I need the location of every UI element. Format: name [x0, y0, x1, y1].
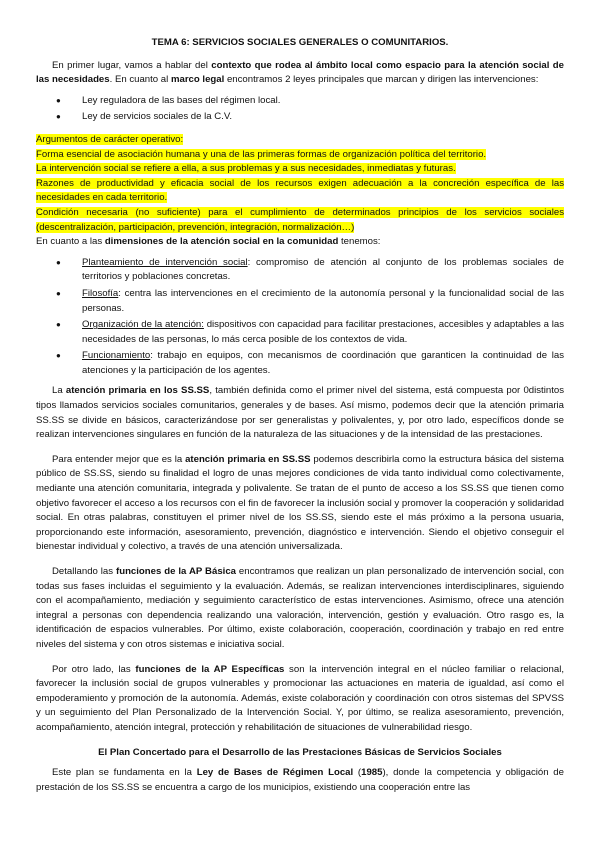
- highlight-line: La intervención social se refiere a ella, a sus problemas y a sus necesidades, inmediatas y futuras.: [36, 163, 456, 175]
- bold-run: marco legal: [170, 74, 225, 86]
- paragraph-plan-concertado: [36, 766, 564, 795]
- text-run: encontramos 2 leyes principales que marcan y dirigen las intervenciones:: [224, 74, 539, 86]
- text-run: Este plan se fundamenta en la: [52, 767, 197, 779]
- dimensions-intro: [36, 235, 564, 250]
- list-item: [82, 318, 564, 347]
- highlight-line: Condición necesaria (no suficiente) para el cumplimiento de determinados principios de los servicios sociales (descentralización, participación, prevención, integración, normalización…): [36, 206, 564, 233]
- text-run: podemos describirla como la estructura básica del sistema público de SS.SS, siendo su finalidad el logro de unas mejores condiciones de vida tanto individual como colectivamente, mediante una atención comunitaria, integrada y polivalente. Se tratan de el punto de acceso a los SS.SS que tienen como objetivo favorecer el acceso a los recursos con el fin de favorecer la inclusión social y promover la cooperación y solidaridad social. En otras palabras, constituyen el primer nivel de los SS.SS, siendo este el más próximo a la persona usuaria, proporcionando este información, asesoramiento, prevención, diagnóstico e intervención. Siendo el objetivo conseguir el bienestar individual y colectivo, a través de una atención universalizada.: [36, 453, 564, 553]
- underlined-term: Filosofía: [82, 287, 119, 299]
- text-run: Por otro lado, las: [52, 663, 136, 675]
- bold-run: 1985: [361, 767, 383, 779]
- text-run: dispositivos con capacidad para facilitar prestaciones, accesibles y adaptables a las necesidades de las personas, lo más cerca posible de los contextos de vida.: [82, 319, 564, 345]
- text-run: encontramos que realizan un plan personalizado de intervención social, con todas sus fases incluidas el seguimiento y la evaluación. Además, se realizan intervenciones interdisciplinares, siguiendo con el acompañamiento, mediación y seguimiento característico de estas intervenciones. Asimismo, ofrece una atención integral a personas con dependencia realizando una valoración, intervención, gestión y evaluación. Otro rasgo es, la identificación de espacios vulnerables. Por último, existe colaboración, cooperación, coordinación y trabajo en red entre niveles del sistema y con otros sistemas e iniciativa social.: [36, 566, 565, 650]
- bold-run: funciones de la AP Básica: [116, 566, 236, 577]
- underlined-term: Organización de la atención:: [82, 319, 204, 331]
- text-run: . En cuanto al: [109, 74, 171, 86]
- text-run: Detallando las: [52, 566, 117, 577]
- section-subtitle: El Plan Concertado para el Desarrollo de las Prestaciones Básicas de Servicios Sociales: [98, 746, 502, 758]
- bold-run: atención primaria en los SS.SS: [65, 385, 210, 397]
- paragraph-funciones-basica: [36, 565, 564, 653]
- dimensions-list: [36, 256, 564, 379]
- underlined-term: Planteamiento de intervención social: [82, 256, 248, 268]
- paragraph-funciones-especificas: [36, 663, 564, 736]
- text-run: : centra las intervenciones en el crecimiento de la autonomía personal y la funcionalidad social de las personas.: [82, 287, 564, 314]
- text-run: : compromiso de atención al conjunto de los problemas sociales de territorios y poblaciones concretas.: [82, 256, 564, 283]
- document-title: TEMA 6: SERVICIOS SOCIALES GENERALES O COMUNITARIOS.: [151, 37, 449, 48]
- text-run: ), donde la competencia y obligación de prestación de los SS.SS se encuentra a cargo de los municipios, existiendo una cooperación entre las: [36, 767, 564, 793]
- text-run: (: [353, 767, 362, 779]
- highlight-line: Razones de productividad y eficacia social de los recursos exigen adecuación a la concreción específica de las necesidades en cada territorio.: [36, 177, 564, 204]
- bold-run: contexto que rodea al ámbito local como espacio para la atención social de las necesidades: [36, 59, 564, 86]
- text-run: Para entender mejor que es la: [52, 453, 186, 465]
- text-run: son la intervención integral en el núcleo familiar o relacional, favorecer la inclusión social de grupos vulnerables y promocionar las actuaciones en materia de igualdad, así como el empoderamiento y promoción de la autonomía. Además, existe colaboración y coordinación con otros sistemas del SPVSS y un seguimiento del Plan Personalizado de la Intervención Social. Y, por último, se realiza asesoramiento, prevención, acompañamiento, atención integral, protección y rehabilitación de situaciones de vulnerabilidad riesgo.: [36, 663, 564, 733]
- list-item: [82, 349, 564, 378]
- highlighted-arguments: [36, 133, 564, 235]
- list-item: ● Ley de servicios sociales de la C.V.: [82, 110, 564, 125]
- highlight-line: Forma esencial de asociación humana y una de las primeras formas de organización política del territorio.: [36, 148, 487, 160]
- intro-paragraph: [36, 59, 564, 88]
- list-item: ● Ley reguladora de las bases del régimen local.: [82, 94, 564, 109]
- text-run: tenemos:: [338, 236, 381, 248]
- bold-run: dimensiones de la atención social en la comunidad: [104, 236, 339, 248]
- bold-run: funciones de la AP Específicas: [135, 663, 285, 675]
- text-run: , también definida como el primer nivel del sistema, está compuesta por 0distintos tipos llamados servicios sociales comunitarios, generales y de bases. Así mismo, podemos decir que la atención primaria SS.SS se divide en básicos, caracterizándose por ser generalistas y polivalentes, y, por otro lado, específicos donde se realizan intervenciones singulares en función de la naturaleza de las situaciones y de la intensidad de las prestaciones.: [36, 385, 564, 441]
- paragraph-estructura-basica: [36, 453, 564, 555]
- bold-run: atención primaria en SS.SS: [185, 453, 311, 465]
- list-item: [82, 287, 564, 316]
- underlined-term: Funcionamiento: [82, 350, 151, 362]
- text-run: En primer lugar, vamos a hablar del: [52, 59, 212, 71]
- bold-run: Ley de Bases de Régimen Local: [196, 767, 354, 779]
- text-run: En cuanto a las: [36, 236, 105, 248]
- text-run: : trabajo en equipos, con mecanismos de coordinación que garanticen la continuidad de las atenciones y la participación de los agentes.: [82, 350, 564, 376]
- highlight-line: Argumentos de carácter operativo:: [36, 133, 184, 145]
- laws-list: [36, 94, 564, 125]
- text-run: La: [52, 385, 66, 397]
- paragraph-atencion-primaria: [36, 384, 564, 442]
- list-item: [82, 256, 564, 285]
